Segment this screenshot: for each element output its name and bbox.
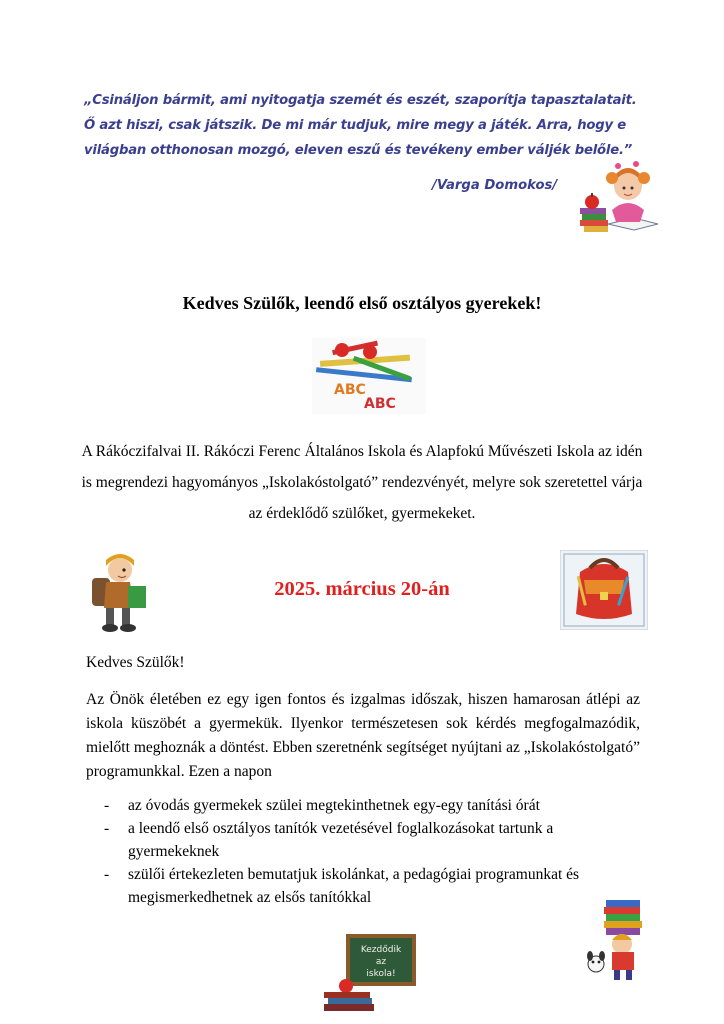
list-bullet: - bbox=[104, 820, 110, 837]
intro-paragraph: A Rákóczifalvai II. Rákóczi Ferenc Általános Iskola és Alapfokú Művészeti Iskola az idén is megrendezi hagyományos „Iskolakóstolgató” rendezvényét, melyre sok szeretettel várja az érdeklődő szülőket, gyermekeket. bbox=[81, 443, 643, 522]
list-item bbox=[86, 817, 646, 863]
school-bag-illustration bbox=[560, 550, 648, 630]
event-date: 2025. március 20-án bbox=[274, 578, 450, 600]
list-item bbox=[86, 794, 646, 817]
page-title: Kedves Szülők, leendő első osztályos gyerekek! bbox=[182, 293, 542, 313]
chalkboard-line-2: az bbox=[375, 957, 387, 967]
quote-text: „Csináljon bármit, ami nyitogatja szemét és eszét, szaporítja tapasztalatait. Ő azt hiszi, csak játszik. De mi már tudjuk, mire megy a játék. Arra, hogy e világban otthonosan mozgó, eleven eszű és tevékeny ember váljék belőle.” bbox=[84, 93, 637, 158]
greeting: Kedves Szülők! bbox=[86, 654, 185, 671]
list-bullet: - bbox=[104, 866, 110, 883]
list-item-text: a leendő első osztályos tanítók vezetésével foglalkozásokat tartunk a gyermekeknek bbox=[128, 820, 554, 860]
list-item bbox=[86, 863, 646, 909]
program-list bbox=[86, 794, 646, 909]
chalkboard-illustration bbox=[322, 932, 438, 1014]
reading-girl-illustration bbox=[578, 152, 662, 238]
kids-with-books-illustration bbox=[584, 896, 660, 984]
quote-author: /Varga Domokos/ bbox=[432, 178, 558, 193]
abc-letters-2: ABC bbox=[364, 396, 396, 412]
school-supplies-abc-illustration bbox=[312, 338, 426, 414]
list-item-text: az óvodás gyermekek szülei megtekinthetnek egy-egy tanítási órát bbox=[128, 797, 540, 814]
chalkboard-line-1: Kezdődik bbox=[360, 945, 402, 955]
list-item-text: szülői értekezleten bemutatjuk iskolánkat, a pedagógiai programunkat és megismerkedhetnek az elsős tanítókkal bbox=[128, 866, 580, 906]
body-paragraph: Az Önök életében ez egy igen fontos és izgalmas időszak, hiszen hamarosan átlépi az iskola küszöbét a gyermekük. Ilyenkor természetesen sok kérdés megfogalmazódik, mielőtt meghoznák a döntést. Ebben szeretnénk segítséget nyújtani az „Iskolakóstolgató” programunkkal. Ezen a napon bbox=[86, 691, 640, 780]
abc-letters-1: ABC bbox=[334, 382, 366, 398]
list-bullet: - bbox=[104, 797, 110, 814]
chalkboard-line-3: iskola! bbox=[366, 969, 396, 979]
